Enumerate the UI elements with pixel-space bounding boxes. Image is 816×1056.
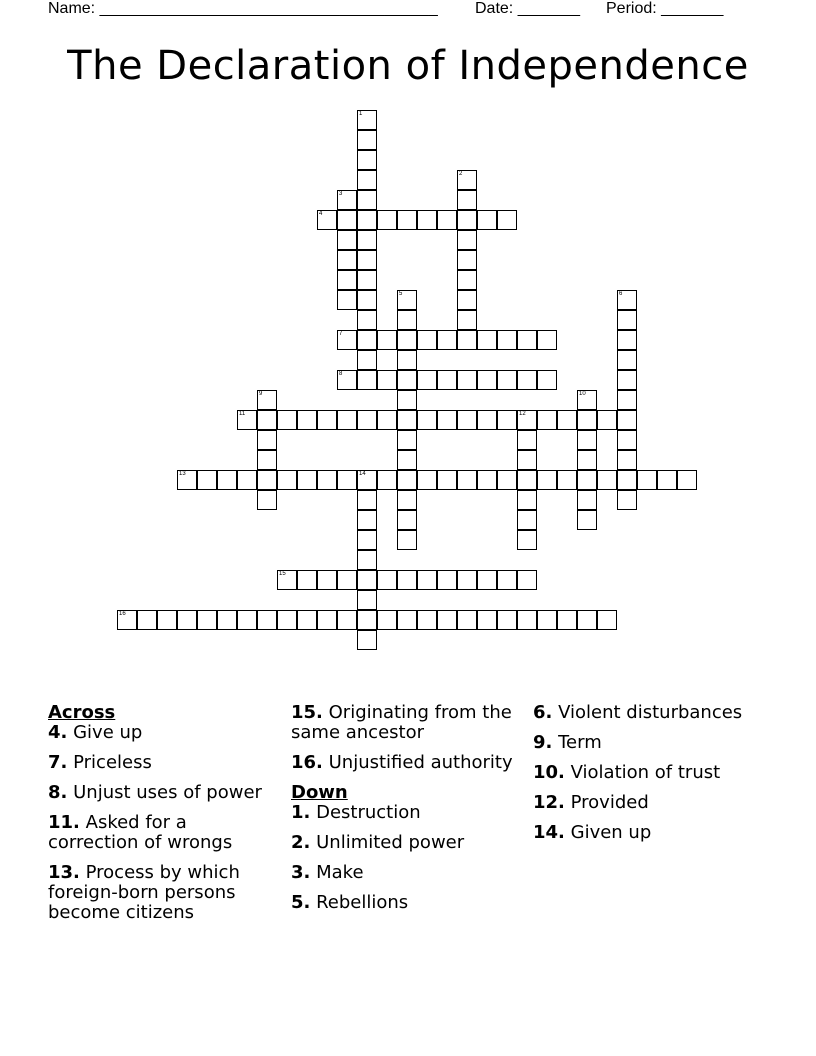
grid-cell[interactable] [397, 350, 417, 370]
clue-number: 15 [279, 571, 286, 577]
grid-cell[interactable] [397, 290, 417, 310]
grid-cell[interactable] [437, 470, 457, 490]
grid-cell[interactable] [217, 470, 237, 490]
grid-cell[interactable] [217, 610, 237, 630]
grid-cell[interactable] [497, 470, 517, 490]
grid-cell[interactable] [337, 210, 357, 230]
grid-cell[interactable] [517, 490, 537, 510]
grid-cell[interactable] [377, 410, 397, 430]
clue-number: 13 [179, 471, 186, 477]
grid-cell[interactable] [517, 370, 537, 390]
grid-cell[interactable] [337, 230, 357, 250]
grid-cell[interactable] [257, 470, 277, 490]
grid-cell[interactable] [357, 590, 377, 610]
grid-cell[interactable] [457, 330, 477, 350]
grid-cell[interactable] [317, 410, 337, 430]
grid-cell[interactable] [517, 430, 537, 450]
clue-item [291, 893, 521, 913]
grid-cell[interactable] [477, 410, 497, 430]
grid-cell[interactable] [617, 330, 637, 350]
period-field-label[interactable]: Period: _______ [606, 0, 724, 17]
grid-cell[interactable] [397, 510, 417, 530]
across-heading: Across [48, 702, 116, 723]
grid-cell[interactable] [437, 410, 457, 430]
grid-cell[interactable] [617, 350, 637, 370]
clue-item [48, 783, 278, 803]
clue-item-number: 14. [533, 822, 565, 843]
grid-cell[interactable] [397, 490, 417, 510]
grid-cell[interactable] [237, 470, 257, 490]
grid-cell[interactable] [577, 490, 597, 510]
grid-cell[interactable] [337, 570, 357, 590]
grid-cell[interactable] [517, 570, 537, 590]
grid-cell[interactable] [597, 410, 617, 430]
grid-cell[interactable] [337, 370, 357, 390]
grid-cell[interactable] [617, 390, 637, 410]
clue-item-number: 9. [533, 732, 553, 753]
grid-cell[interactable] [617, 310, 637, 330]
name-field-label[interactable]: Name: ______________________________________ [48, 0, 438, 17]
grid-cell[interactable] [577, 510, 597, 530]
grid-cell[interactable] [277, 410, 297, 430]
grid-cell[interactable] [397, 370, 417, 390]
grid-cell[interactable] [597, 610, 617, 630]
grid-cell[interactable] [417, 410, 437, 430]
grid-cell[interactable] [677, 470, 697, 490]
grid-cell[interactable] [297, 470, 317, 490]
grid-cell[interactable] [517, 410, 537, 430]
clue-number: 9 [259, 391, 263, 397]
clue-column-1 [48, 703, 278, 933]
grid-cell[interactable] [457, 370, 477, 390]
grid-cell[interactable] [457, 570, 477, 590]
clue-item [48, 723, 278, 743]
grid-cell[interactable] [257, 410, 277, 430]
grid-cell[interactable] [417, 570, 437, 590]
grid-cell[interactable] [337, 270, 357, 290]
grid-cell[interactable] [417, 470, 437, 490]
clue-item-text: Given up [570, 822, 652, 843]
grid-cell[interactable] [437, 370, 457, 390]
clue-item-text: Unlimited power [316, 832, 465, 853]
grid-cell[interactable] [417, 330, 437, 350]
clue-item [291, 833, 521, 853]
grid-cell[interactable] [137, 610, 157, 630]
clue-number: 2 [459, 171, 463, 177]
clue-number: 3 [339, 191, 343, 197]
grid-cell[interactable] [397, 330, 417, 350]
grid-cell[interactable] [517, 610, 537, 630]
grid-cell[interactable] [397, 310, 417, 330]
clue-number: 4 [319, 211, 323, 217]
clue-item-text: Process by which foreign-born persons become citizens [48, 862, 240, 923]
grid-cell[interactable] [157, 610, 177, 630]
clue-number: 12 [519, 411, 526, 417]
clue-number: 6 [619, 291, 623, 297]
grid-cell[interactable] [537, 470, 557, 490]
grid-cell[interactable] [357, 130, 377, 150]
clue-item [48, 863, 278, 923]
clue-item-text: Unjust uses of power [73, 782, 262, 803]
clue-item [48, 813, 278, 853]
grid-cell[interactable] [377, 610, 397, 630]
grid-cell[interactable] [257, 450, 277, 470]
grid-cell[interactable] [497, 210, 517, 230]
grid-cell[interactable] [317, 570, 337, 590]
grid-cell[interactable] [237, 410, 257, 430]
clue-item-number: 1. [291, 802, 311, 823]
grid-cell[interactable] [357, 370, 377, 390]
grid-cell[interactable] [517, 450, 537, 470]
grid-cell[interactable] [337, 410, 357, 430]
grid-cell[interactable] [497, 610, 517, 630]
grid-cell[interactable] [477, 370, 497, 390]
grid-cell[interactable] [577, 470, 597, 490]
grid-cell[interactable] [357, 270, 377, 290]
grid-cell[interactable] [537, 610, 557, 630]
grid-cell[interactable] [377, 210, 397, 230]
grid-cell[interactable] [517, 470, 537, 490]
grid-cell[interactable] [637, 470, 657, 490]
grid-cell[interactable] [477, 330, 497, 350]
grid-cell[interactable] [477, 470, 497, 490]
grid-cell[interactable] [457, 270, 477, 290]
grid-cell[interactable] [457, 230, 477, 250]
grid-cell[interactable] [277, 470, 297, 490]
clue-item [533, 703, 773, 723]
grid-cell[interactable] [457, 290, 477, 310]
grid-cell[interactable] [457, 470, 477, 490]
grid-cell[interactable] [357, 490, 377, 510]
grid-cell[interactable] [377, 470, 397, 490]
grid-cell[interactable] [357, 230, 377, 250]
clue-item-number: 10. [533, 762, 565, 783]
grid-cell[interactable] [557, 470, 577, 490]
clue-item [533, 793, 773, 813]
grid-cell[interactable] [357, 170, 377, 190]
grid-cell[interactable] [357, 310, 377, 330]
grid-cell[interactable] [317, 210, 337, 230]
grid-cell[interactable] [517, 330, 537, 350]
grid-cell[interactable] [617, 490, 637, 510]
grid-cell[interactable] [617, 470, 637, 490]
grid-cell[interactable] [357, 530, 377, 550]
grid-cell[interactable] [397, 210, 417, 230]
grid-cell[interactable] [357, 570, 377, 590]
grid-cell[interactable] [617, 290, 637, 310]
clue-item-number: 16. [291, 752, 323, 773]
clue-item [291, 703, 521, 743]
clue-number: 8 [339, 371, 343, 377]
clue-item-number: 13. [48, 862, 80, 883]
grid-cell[interactable] [357, 210, 377, 230]
clue-item-text: Term [558, 732, 602, 753]
grid-cell[interactable] [437, 570, 457, 590]
grid-cell[interactable] [337, 190, 357, 210]
grid-cell[interactable] [357, 630, 377, 650]
grid-cell[interactable] [317, 470, 337, 490]
grid-cell[interactable] [457, 410, 477, 430]
grid-cell[interactable] [257, 430, 277, 450]
grid-cell[interactable] [337, 610, 357, 630]
clue-item-text: Violent disturbances [558, 702, 743, 723]
grid-cell[interactable] [357, 330, 377, 350]
grid-cell[interactable] [457, 250, 477, 270]
clue-item-text: Originating from the same ancestor [291, 702, 512, 743]
clue-number: 10 [579, 391, 586, 397]
grid-cell[interactable] [377, 370, 397, 390]
grid-cell[interactable] [577, 610, 597, 630]
grid-cell[interactable] [577, 450, 597, 470]
grid-cell[interactable] [257, 610, 277, 630]
clue-number: 1 [359, 111, 363, 117]
grid-cell[interactable] [337, 290, 357, 310]
grid-cell[interactable] [457, 170, 477, 190]
grid-cell[interactable] [117, 610, 137, 630]
grid-cell[interactable] [357, 610, 377, 630]
grid-cell[interactable] [397, 610, 417, 630]
clue-item [291, 803, 521, 823]
grid-cell[interactable] [357, 470, 377, 490]
grid-cell[interactable] [537, 370, 557, 390]
clue-item [533, 733, 773, 753]
grid-cell[interactable] [277, 610, 297, 630]
clue-number: 16 [119, 611, 126, 617]
grid-cell[interactable] [557, 610, 577, 630]
clue-number: 11 [239, 411, 246, 417]
grid-cell[interactable] [357, 350, 377, 370]
grid-cell[interactable] [417, 610, 437, 630]
clue-item-text: Give up [73, 722, 143, 743]
grid-cell[interactable] [477, 570, 497, 590]
clue-item-number: 5. [291, 892, 311, 913]
grid-cell[interactable] [477, 610, 497, 630]
grid-cell[interactable] [617, 410, 637, 430]
grid-cell[interactable] [537, 410, 557, 430]
clue-column-2 [291, 703, 521, 923]
grid-cell[interactable] [597, 470, 617, 490]
clue-column-3 [533, 703, 773, 853]
grid-cell[interactable] [497, 330, 517, 350]
grid-cell[interactable] [277, 570, 297, 590]
grid-cell[interactable] [357, 250, 377, 270]
puzzle-title: The Declaration of Independence [67, 43, 749, 89]
grid-cell[interactable] [437, 610, 457, 630]
clue-number: 7 [339, 331, 343, 337]
grid-cell[interactable] [337, 470, 357, 490]
clue-item-number: 8. [48, 782, 68, 803]
grid-cell[interactable] [297, 410, 317, 430]
clue-item [291, 863, 521, 883]
grid-cell[interactable] [237, 610, 257, 630]
grid-cell[interactable] [197, 470, 217, 490]
clue-item-text: Unjustified authority [328, 752, 513, 773]
grid-cell[interactable] [497, 410, 517, 430]
grid-cell[interactable] [397, 430, 417, 450]
clue-item-text: Priceless [73, 752, 152, 773]
date-field-label[interactable]: Date: _______ [475, 0, 580, 17]
grid-cell[interactable] [257, 490, 277, 510]
grid-cell[interactable] [337, 330, 357, 350]
clue-item-text: Provided [570, 792, 649, 813]
grid-cell[interactable] [337, 250, 357, 270]
grid-cell[interactable] [317, 610, 337, 630]
grid-cell[interactable] [397, 570, 417, 590]
grid-cell[interactable] [297, 570, 317, 590]
clue-item [291, 753, 521, 773]
grid-cell[interactable] [457, 190, 477, 210]
clue-item-text: Rebellions [316, 892, 409, 913]
clue-item-text: Asked for a correction of wrongs [48, 812, 233, 853]
grid-cell[interactable] [417, 210, 437, 230]
grid-cell[interactable] [377, 330, 397, 350]
grid-cell[interactable] [297, 610, 317, 630]
grid-cell[interactable] [577, 390, 597, 410]
clue-item-number: 2. [291, 832, 311, 853]
grid-cell[interactable] [457, 310, 477, 330]
grid-cell[interactable] [377, 570, 397, 590]
down-heading: Down [291, 782, 348, 803]
grid-cell[interactable] [357, 110, 377, 130]
grid-cell[interactable] [517, 530, 537, 550]
clue-item-number: 6. [533, 702, 553, 723]
grid-cell[interactable] [617, 430, 637, 450]
grid-cell[interactable] [357, 190, 377, 210]
clue-item-number: 3. [291, 862, 311, 883]
clue-item-number: 7. [48, 752, 68, 773]
grid-cell[interactable] [457, 210, 477, 230]
grid-cell[interactable] [617, 450, 637, 470]
grid-cell[interactable] [177, 470, 197, 490]
grid-cell[interactable] [557, 410, 577, 430]
grid-cell[interactable] [657, 470, 677, 490]
grid-cell[interactable] [357, 410, 377, 430]
clue-item-text: Destruction [316, 802, 421, 823]
grid-cell[interactable] [357, 290, 377, 310]
grid-cell[interactable] [397, 410, 417, 430]
grid-cell[interactable] [177, 610, 197, 630]
grid-cell[interactable] [397, 470, 417, 490]
clue-item [48, 753, 278, 773]
grid-cell[interactable] [357, 150, 377, 170]
grid-cell[interactable] [397, 530, 417, 550]
grid-cell[interactable] [457, 610, 477, 630]
grid-cell[interactable] [257, 390, 277, 410]
clue-item-text: Violation of trust [570, 762, 721, 783]
clue-item-text: Make [316, 862, 364, 883]
clue-item [533, 763, 773, 783]
clue-number: 14 [359, 471, 366, 477]
grid-cell[interactable] [617, 370, 637, 390]
clue-item-number: 12. [533, 792, 565, 813]
grid-cell[interactable] [397, 390, 417, 410]
grid-cell[interactable] [357, 510, 377, 530]
grid-cell[interactable] [417, 370, 437, 390]
grid-cell[interactable] [497, 570, 517, 590]
grid-cell[interactable] [437, 330, 457, 350]
grid-cell[interactable] [357, 550, 377, 570]
clue-item-number: 15. [291, 702, 323, 723]
clue-item-number: 4. [48, 722, 68, 743]
grid-cell[interactable] [497, 370, 517, 390]
grid-cell[interactable] [437, 210, 457, 230]
clue-number: 5 [399, 291, 403, 297]
grid-cell[interactable] [537, 330, 557, 350]
clue-item-number: 11. [48, 812, 80, 833]
grid-cell[interactable] [397, 450, 417, 470]
grid-cell[interactable] [197, 610, 217, 630]
grid-cell[interactable] [577, 410, 597, 430]
grid-cell[interactable] [477, 210, 497, 230]
clue-item [533, 823, 773, 843]
grid-cell[interactable] [517, 510, 537, 530]
grid-cell[interactable] [577, 430, 597, 450]
